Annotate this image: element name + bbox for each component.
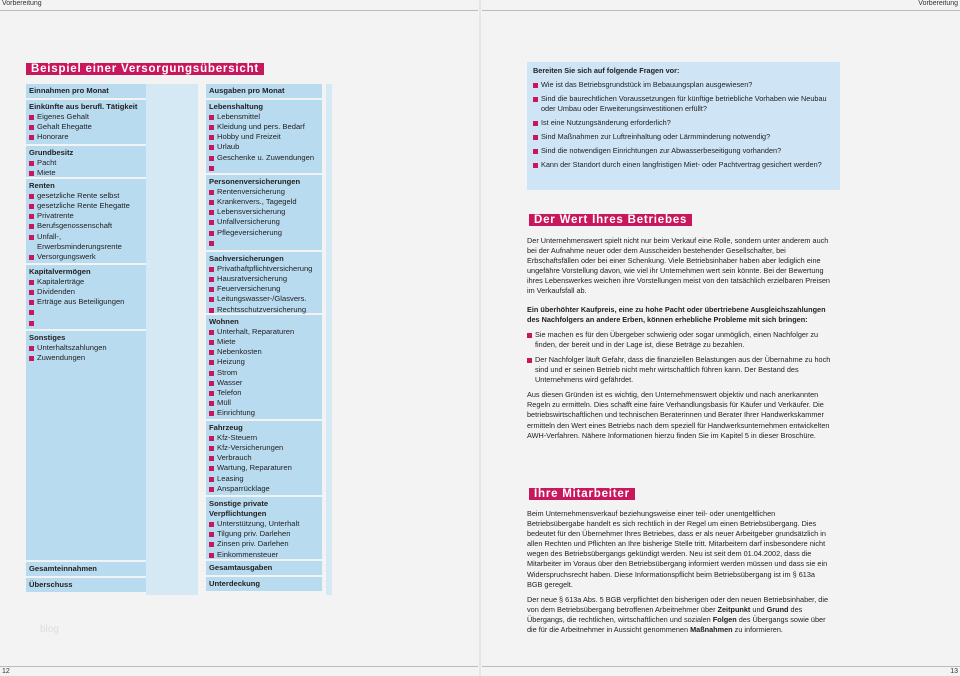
watermark: blog <box>40 624 59 635</box>
paragraph <box>527 595 831 635</box>
list-item: Versorgungswerk <box>29 252 143 262</box>
list-item: Telefon <box>209 388 319 398</box>
list-item <box>209 163 319 173</box>
question-item: Kann der Standort durch einen langfristigen Miet- oder Pachtvertrag gesichert werden? <box>533 160 834 170</box>
list-item: Wasser <box>209 378 319 388</box>
list-item: Nebenkosten <box>209 347 319 357</box>
income-block <box>26 100 146 144</box>
list-item: Kleidung und pers. Bedarf <box>209 122 319 132</box>
text-run: des Übergangs sowie über die für die Arbeitnehmer in Aussicht genommenen <box>527 614 826 635</box>
list-item: Feuerversicherung <box>209 284 319 294</box>
list-item: Geschenke u. Zuwendungen <box>209 153 319 163</box>
expenses-result <box>206 577 322 591</box>
list-item: Gehalt Ehegatte <box>29 122 143 132</box>
page-spine <box>479 0 481 676</box>
expenses-block <box>206 252 322 313</box>
list-item: Erträge aus Beteiligungen <box>29 297 143 307</box>
list-item: Unfallversicherung <box>209 217 319 227</box>
list-item: Pacht <box>29 158 143 168</box>
header-rule <box>0 10 478 11</box>
list-item: Zuwendungen <box>29 353 143 363</box>
section-title-mitarbeiter: Ihre Mitarbeiter <box>529 488 635 500</box>
list-item: Leasing <box>209 474 319 484</box>
list-item: Heizung <box>209 357 319 367</box>
income-block <box>26 265 146 329</box>
block-title: Einkünfte aus berufl. Tätigkeit <box>29 102 138 112</box>
list-item: Unterhaltszahlungen <box>29 343 143 353</box>
list-item: Privatrente <box>29 211 143 221</box>
block-title: Sonstige private Verpflichtungen <box>209 499 269 519</box>
expenses-header-label: Ausgaben pro Monat <box>209 86 285 95</box>
block-title: Sonstiges <box>29 333 66 343</box>
list-item: Erwerbsminderungsrente <box>37 241 122 251</box>
list-item: Strom <box>209 368 319 378</box>
income-table <box>26 84 146 594</box>
text-run: Der neue § 613a Abs. 5 BGB verpflichtet den bisherigen oder den neuen Betriebsinhaber, die von dem Betriebsübergang betroffenen Arbeitnehmer über <box>527 594 828 614</box>
list-item: Lebensversicherung <box>209 207 319 217</box>
list-item: Kfz-Steuern <box>209 433 319 443</box>
income-result-label: Überschuss <box>29 580 73 590</box>
list-item <box>29 318 143 328</box>
expenses-block <box>206 175 322 250</box>
expenses-header <box>206 84 322 98</box>
expenses-total <box>206 561 322 575</box>
block-title: Fahrzeug <box>209 423 243 433</box>
list-item: Zinsen priv. Darlehen <box>209 539 319 549</box>
running-header-right: Vorbereitung <box>918 0 958 7</box>
list-item: Eigenes Gehalt <box>29 112 143 122</box>
income-total <box>26 562 146 576</box>
expense-table <box>206 84 322 593</box>
list-item <box>29 307 143 317</box>
bullet: Der Nachfolger läuft Gefahr, dass die finanziellen Belastungen aus der Übernahme zu hoch sind und er seinen Betrieb nicht mehr wirtschaftlich führen kann. Der Bestand des Unternehmens wird gefährdet. <box>527 355 831 385</box>
list-item: Honorare <box>29 132 143 142</box>
question-item: Ist eine Nutzungsänderung erforderlich? <box>533 118 834 128</box>
page-number-left: 12 <box>2 668 10 675</box>
income-header-label: Einnahmen pro Monat <box>29 86 109 95</box>
list-item: Rechtsschutzversicherung <box>209 305 319 315</box>
expenses-result-label: Unterdeckung <box>209 579 261 589</box>
list-item: Hobby und Freizeit <box>209 132 319 142</box>
list-item: Pflegeversicherung <box>209 228 319 238</box>
page-number-right: 13 <box>950 668 958 675</box>
list-item: Berufsgenossenschaft <box>29 221 143 231</box>
text-run: zu informieren. <box>732 625 783 635</box>
question-item: Sind die baurechtlichen Voraussetzungen für künftige betriebliche Vorhaben wie Neubau oder Umbau oder Erweiterungsinvestitionen erfüllt? <box>533 94 834 114</box>
list-item: Krankenvers., Tagegeld <box>209 197 319 207</box>
expenses-block <box>206 315 322 419</box>
list-item: Unterhalt, Reparaturen <box>209 327 319 337</box>
list-item: Wartung, Reparaturen <box>209 463 319 473</box>
block-title: Kapitalvermögen <box>29 267 91 277</box>
paragraph: Der Unternehmenswert spielt nicht nur beim Verkauf eine Rolle, sondern unter anderem auch bei der Aufnahme neuer oder dem Ausscheiden bestehender Gesellschafter, bei Erbschaftsfällen oder bei einer Schenkung. Viele Betriebsinhaber haben aber lediglich eine ungefähre Vorstellung davon, wie viel ihr Unternehmen wert sein könnte. Bei der Bewertung ihres Lebenswerkes weichen ihre Vorstellungen meist von den tatsächlich erzielbaren Preisen im Verkaufsfall ab. <box>527 236 830 296</box>
expense-value-column <box>326 84 332 595</box>
income-block <box>26 179 146 263</box>
list-item: Kfz-Versicherungen <box>209 443 319 453</box>
section-mitarbeiter-body <box>527 509 831 640</box>
expenses-block <box>206 497 322 559</box>
list-item: Dividenden <box>29 287 143 297</box>
paragraph: Aus diesen Gründen ist es wichtig, den Unternehmenswert objektiv und nach anerkannten Regeln zu ermitteln. Dies schafft eine faire Verhandlungsbasis für Käufer und Verkäufer. Die betriebswirtschaftlichen und technischen Beraterinnen und Berater Ihrer Handwerkskammer ermitteln den Wert eines Betriebs nach dem speziell für Handwerksunternehmen entwickelten AWH-Verfahren. Nähere Informationen hierzu finden Sie im Kapitel 5 in dieser Broschüre. <box>527 390 830 440</box>
income-block <box>26 331 146 560</box>
block-title: Sachversicherungen <box>209 254 284 264</box>
income-value-column <box>146 84 198 595</box>
list-item: Müll <box>209 398 319 408</box>
list-item: Miete <box>209 337 319 347</box>
block-title: Grundbesitz <box>29 148 74 158</box>
income-block <box>26 146 146 177</box>
block-title: Personenversicherungen <box>209 177 301 187</box>
list-item: Einkommensteuer <box>209 550 319 560</box>
list-item: Verbrauch <box>209 453 319 463</box>
list-item: Leitungswasser-/Glasvers. <box>209 294 319 304</box>
block-title: Lebenshaltung <box>209 102 264 112</box>
questions-box <box>527 62 840 190</box>
question-item: Sind Maßnahmen zur Luftreinhaltung oder Lärmminderung notwendig? <box>533 132 834 142</box>
bold-term: Grund <box>766 604 789 614</box>
bullet: Sie machen es für den Übergeber schwierig oder sogar unmöglich, einen Nachfolger zu finden, der bereit und in der Lage ist, diese Beträge zu bezahlen. <box>527 330 831 350</box>
list-item: Unterstützung, Unterhalt <box>209 519 319 529</box>
list-item: gesetzliche Rente selbst <box>29 191 143 201</box>
expenses-total-label: Gesamtausgaben <box>209 563 273 573</box>
income-result <box>26 578 146 592</box>
bold-term: Zeitpunkt <box>717 604 751 614</box>
list-item: Ansparrücklage <box>209 484 319 494</box>
list-item: Lebensmittel <box>209 112 319 122</box>
list-item: Unfall-, <box>29 232 143 242</box>
text-run: des Übergangs, die rechtlichen, wirtschaftlichen und sozialen <box>527 604 803 624</box>
section-title-versorgung: Beispiel einer Versorgungsübersicht <box>26 63 264 75</box>
block-title: Renten <box>29 181 55 191</box>
paragraph-bold: Ein überhöhter Kaufpreis, eine zu hohe Pacht oder übertriebene Ausgleichszahlungen des Nachfolgers an andere Erben, können erhebliche Probleme mit sich bringen: <box>527 304 826 324</box>
bold-term: Maßnahmen <box>690 625 733 635</box>
question-item: Wie ist das Betriebsgrundstück im Bebauungsplan ausgewiesen? <box>533 80 834 90</box>
footer-rule <box>0 666 478 667</box>
running-header-left: Vorbereitung <box>2 0 42 7</box>
list-item: Einrichtung <box>209 408 319 418</box>
section-title-wert: Der Wert Ihres Betriebes <box>529 214 692 226</box>
income-header <box>26 84 146 98</box>
list-item: Kapitalerträge <box>29 277 143 287</box>
list-item: Urlaub <box>209 142 319 152</box>
list-item <box>209 238 319 248</box>
list-item: gesetzliche Rente Ehegatte <box>29 201 143 211</box>
block-title: Wohnen <box>209 317 239 327</box>
list-item: Miete <box>29 168 143 178</box>
footer-rule <box>482 666 960 667</box>
section-wert-body <box>527 236 831 446</box>
list-item: Privathaftpflichtversicherung <box>209 264 319 274</box>
income-total-label: Gesamteinnahmen <box>29 564 97 574</box>
expenses-block <box>206 100 322 173</box>
bold-term: Folgen <box>712 614 737 624</box>
text-run: und <box>750 604 767 614</box>
expenses-block <box>206 421 322 495</box>
list-item: Hausratversicherung <box>209 274 319 284</box>
list-item: Tilgung priv. Darlehen <box>209 529 319 539</box>
paragraph: Beim Unternehmensverkauf beziehungsweise einer teil- oder unentgeltlichen Betriebsübergabe handelt es sich rechtlich in der Regel um einen Betriebsübergang. Dies bedeutet für den Übernehmer Ihres Betriebes, dass er als neuer Arbeitgeber grundsätzlich in allen Rechten und Pflichten an Ihre bisherige Stelle tritt. Mitarbeitern darf insbesondere nicht wegen des Betriebsübergangs gekündigt werden. Neu ist seit dem 01.04.2002, dass die Mitarbeiter im Voraus über den Betriebsübergang informiert werden müssen und dass sie ein Widerspruchsrecht haben. Diese Informationspflicht beim Betriebsübergang ist im § 613a BGB geregelt. <box>527 509 828 589</box>
list-item: Rentenversicherung <box>209 187 319 197</box>
questions-title: Bereiten Sie sich auf folgende Fragen vor: <box>533 66 680 75</box>
header-rule <box>482 10 960 11</box>
question-item: Sind die notwendigen Einrichtungen zur Abwasserbeseitigung vorhanden? <box>533 146 834 156</box>
